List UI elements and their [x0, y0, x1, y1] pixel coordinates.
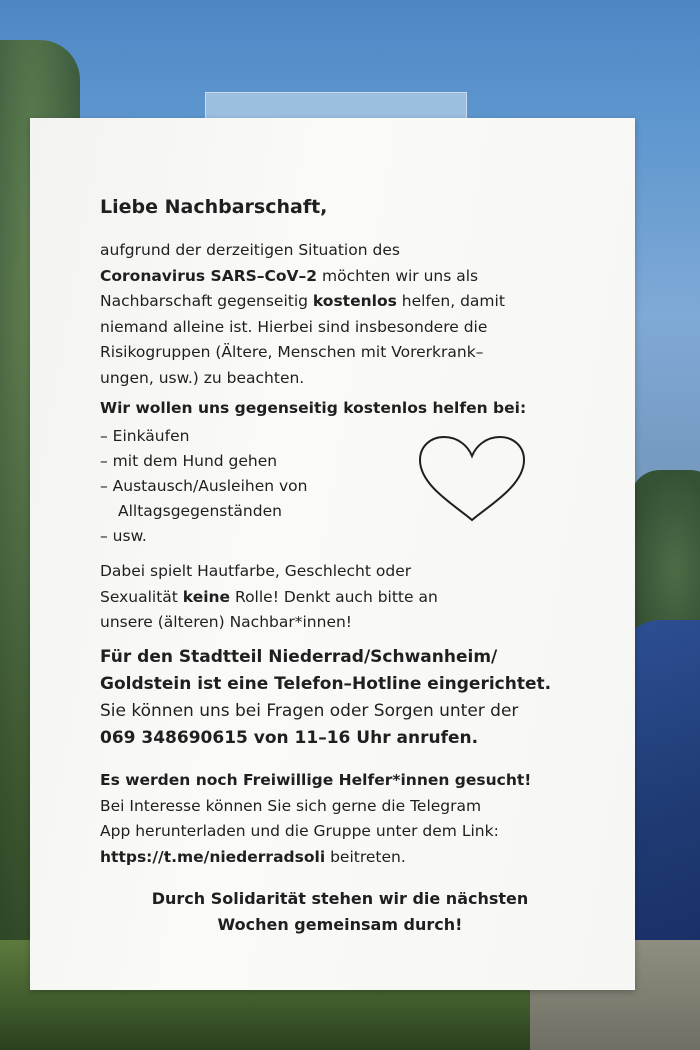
- help-item: – Einkäufen: [100, 427, 190, 445]
- volunteer-line: App herunterladen und die Gruppe unter dem Link:: [100, 822, 499, 840]
- telegram-link: https://t.me/niederradsoli: [100, 847, 326, 866]
- help-item: – usw.: [100, 527, 147, 545]
- help-item: – Austausch/Ausleihen von: [100, 477, 308, 495]
- help-heading: Wir wollen uns gegenseitig kostenlos helfen bei:: [100, 399, 527, 417]
- heart-outline-icon: [416, 434, 528, 524]
- hotline-phone: 069 348690615 von 11–16 Uhr anrufen.: [100, 728, 479, 748]
- closing-line: Wochen gemeinsam durch!: [217, 914, 463, 934]
- diversity-line: [100, 585, 600, 611]
- intro-text: Nachbarschaft gegenseitig: [100, 292, 313, 310]
- hotline-section: [100, 644, 600, 752]
- intro-line: aufgrund der derzeitigen Situation des: [100, 241, 400, 259]
- diversity-line: Dabei spielt Hautfarbe, Geschlecht oder: [100, 562, 412, 580]
- volunteer-heading: Es werden noch Freiwillige Helfer*innen gesucht!: [100, 771, 532, 789]
- volunteer-line: Bei Interesse können Sie sich gerne die Telegram: [100, 796, 482, 815]
- virus-name: Coronavirus SARS–CoV–2: [100, 266, 318, 285]
- diversity-statement: [100, 559, 600, 636]
- closing-line: Durch Solidarität stehen wir die nächsten: [151, 889, 529, 908]
- flyer-paper: [30, 118, 635, 990]
- free-emphasis: kostenlos: [312, 292, 397, 310]
- help-list: [100, 424, 400, 549]
- closing-statement: [90, 886, 590, 937]
- flyer-greeting: Liebe Nachbarschaft,: [100, 196, 328, 218]
- intro-line: Risikogruppen (Ältere, Menschen mit Vorerkrank–: [100, 343, 484, 361]
- hotline-line: Für den Stadtteil Niederrad/Schwanheim/: [100, 647, 498, 667]
- intro-line: [100, 264, 600, 290]
- diversity-text: Sexualität: [100, 587, 183, 606]
- volunteer-line: [100, 845, 600, 871]
- intro-text: helfen, damit: [396, 292, 505, 310]
- hotline-line: Goldstein ist eine Telefon–Hotline eingerichtet.: [100, 674, 552, 694]
- hotline-line: Sie können uns bei Fragen oder Sorgen unter der: [100, 701, 519, 721]
- intro-text: möchten wir uns als: [317, 266, 479, 285]
- intro-line: niemand alleine ist. Hierbei sind insbesondere die: [100, 317, 488, 336]
- volunteer-text: beitreten.: [325, 847, 406, 866]
- volunteer-section: [100, 768, 600, 870]
- diversity-line: unsere (älteren) Nachbar*innen!: [100, 613, 353, 631]
- help-item: – mit dem Hund gehen: [100, 452, 278, 470]
- help-item: Alltagsgegenständen: [118, 502, 282, 520]
- none-emphasis: keine: [182, 587, 231, 606]
- intro-line: ungen, usw.) zu beachten.: [100, 368, 305, 387]
- diversity-text: Rolle! Denkt auch bitte an: [230, 587, 438, 606]
- flyer-intro: [100, 238, 600, 391]
- intro-line: [100, 289, 600, 315]
